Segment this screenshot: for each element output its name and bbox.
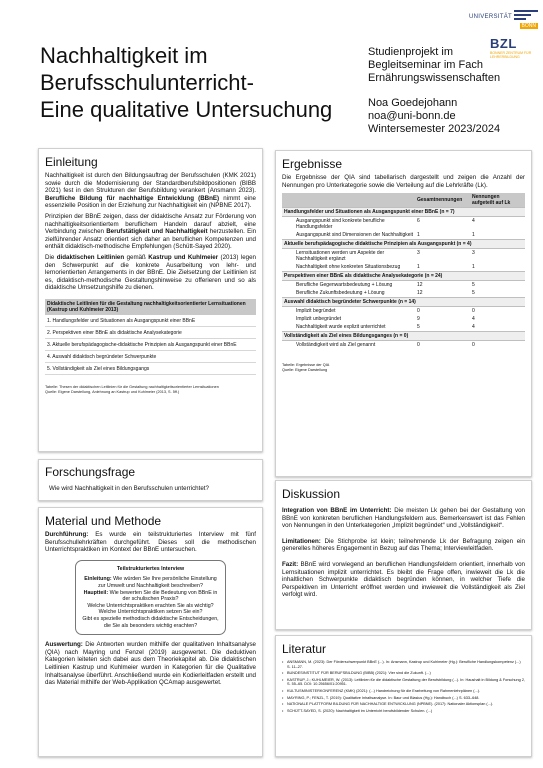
forschungsfrage-section — [38, 459, 263, 501]
university-logo — [440, 4, 540, 34]
bzl-subtitle: BONNER ZENTRUM FÜR LEHRERBILDUNG — [490, 51, 532, 59]
text-run: nimmt eine essenzielle Position in der Erziehung zur Nachhaltigkeit ein (NPBNE 2017). — [45, 194, 256, 210]
results-subcategory: Implizit unbegründet — [296, 316, 342, 323]
literatur-section — [275, 635, 532, 757]
text-run: herzustellen. Ein zielführender Ansatz orientiert sich daher an beruflichen Kompetenzen und enthält didaktisch-methodische Empfehlungen (Schütt-Sayed 2020). — [45, 228, 257, 251]
results-category-title: Aktuelle berufspädagogische didaktische Prinzipien als Ausgangspunkt (n = 4) — [282, 240, 525, 249]
leitlinien-caption — [45, 385, 256, 394]
text-run-bold: Integration von BBnE im Unterricht: — [282, 507, 392, 514]
table-row — [282, 323, 525, 332]
table-row — [45, 339, 256, 351]
ergebnisse-heading: Ergebnisse — [282, 157, 343, 171]
results-subcategory: Berufliche Zukunftsbedeutung + Lösung — [296, 290, 385, 297]
results-subcategory: Lernsituationen werden um Aspekte der Nachhaltigkeit ergänzt — [296, 250, 385, 263]
interview-box — [75, 560, 226, 635]
results-lk-count: 4 — [472, 324, 475, 331]
einleitung-paragraph-3 — [45, 254, 256, 292]
results-category-row — [282, 208, 525, 217]
table-row — [282, 281, 525, 290]
university-logo-bars — [514, 10, 538, 22]
results-total: 0 — [417, 342, 420, 349]
results-table — [282, 193, 525, 349]
results-total: 1 — [417, 232, 420, 239]
text-run: Es wurde ein teilstrukturiertes Interview mit fünf Berufsschullehrkräften durchgeführt. Dieses soll die methodischen Unterrichtspraktiken im Kontext der BBnE untersuchen. — [45, 531, 256, 554]
results-total: 9 — [417, 316, 420, 323]
literature-item: • ANSMANN, M. (2023): Der Förderschwerpunkt BBnE (...). In: Ansmann, Kastrup und Kuhlmeier (Hg.): Berufliche Handlungskompetenz (...) S. 11–27. — [282, 660, 525, 669]
text-run-bold: Durchführung: — [45, 531, 89, 538]
forschungsfrage-heading: Forschungsfrage — [45, 465, 136, 479]
results-subcategory: Nachhaltigkeit wurde explizit unterrichtet — [296, 324, 386, 331]
einleitung-heading: Einleitung — [45, 155, 98, 169]
results-lk-count: 3 — [472, 250, 475, 257]
results-total: 0 — [417, 308, 420, 315]
literature-item: • KULTUSMINISTERKONFERENZ (KMK) (2021): (...) Handreichung für die Erarbeitung von Rahmenlehrplänen (...). — [282, 689, 525, 694]
text-run: Prinzipien der BBnE zeigen, dass der didaktische Ansatz zur Förderung von nachhaltigkeitsorientiertem beruflichem Handeln darauf abzielt, eine Verbindung zwischen — [45, 212, 256, 236]
interview-question: Welche Unterrichtspraktiken setzen Sie ein? — [98, 609, 203, 616]
diskussion-section — [275, 480, 532, 630]
einleitung-section — [38, 148, 263, 452]
interview-question — [80, 590, 221, 603]
table-row — [282, 263, 525, 272]
table-row — [282, 341, 525, 350]
leitlinien-table-header: Didaktische Leitlinien für die Gestaltung nachhaltigkeitsorientierter Lernsituationen (Kastrup und Kuhlmeier 2013) — [45, 299, 256, 315]
title-line-1: Nachhaltigkeit im — [40, 43, 208, 68]
semester: Wintersemester 2023/2024 — [368, 123, 501, 135]
results-lk-count: 0 — [472, 342, 475, 349]
results-column-header — [282, 193, 415, 208]
literature-item: • NATIONALE PLATTFORM BILDUNG FÜR NACHHALTIGE ENTWICKLUNG (NPBNE). (2017): Nationaler Aktionsplan (...). — [282, 702, 525, 707]
table-row — [282, 249, 525, 264]
results-category-title: Auswahl didaktisch begründeter Schwerpunkte (n = 14) — [282, 298, 525, 307]
results-table-body — [282, 208, 525, 350]
literature-item: • SCHÜTT-SAYED, S. (2020): Nachhaltigkeit im Unterricht berufsbildender Schulen. (...) — [282, 709, 525, 714]
caption-line: Quelle: Eigene Darstellung, Anlehnung an Kastrup und Kuhlmeier (2013, S. 5ff.) — [45, 390, 180, 394]
text-run-bold: Hauptteil: — [83, 589, 109, 596]
text-run-bold: Limitationen: — [282, 537, 321, 545]
table-row — [282, 289, 525, 298]
project-line-1: Studienprojekt im — [368, 46, 453, 58]
results-subcategory: Berufliche Gegenwartsbedeutung + Lösung — [296, 282, 393, 289]
ergebnisse-section — [275, 150, 532, 477]
results-category-row — [282, 332, 525, 341]
title-line-2: Berufsschulunterricht- — [40, 70, 254, 95]
table-row — [282, 231, 525, 240]
literatur-heading: Literatur — [282, 642, 327, 656]
caption-line: Tabelle: Ergebnisse der QIA — [282, 363, 330, 368]
caption-line: Quelle: Eigene Darstellung — [282, 367, 328, 372]
table-cell: 3. Aktuelle berufspädagogische-didaktische Prinzipien als Ausgangspunkt einer BBnE — [45, 339, 256, 351]
results-lk-count: 1 — [472, 232, 475, 239]
project-line-3: Ernährungswissenschaften — [368, 72, 501, 84]
results-lk-count: 5 — [472, 290, 475, 297]
text-run-bold: Auswertung: — [45, 641, 83, 649]
literature-item: • MAYRING, P.; FENZL, T. (2019): Qualitative Inhaltsanalyse. In: Baur und Blasius (Hg.): Handbuch (...) S. 633–648. — [282, 696, 525, 701]
table-row — [45, 327, 256, 339]
text-run: Die meisten Lk gehen bei der Gestaltung von BBnE von konkreten beruflichen Handlungsfeldern aus. Bemerkenswert ist das Fehlen von Nennungen in den Unterkategorien „Implizit begründet“ und „Vollständigkeit“. — [282, 507, 525, 530]
results-category-title: Perspektiven einer BBnE als didaktische Analysekategorie (n = 24) — [282, 272, 525, 281]
text-run-bold: Berufstätigkeit und Nachhaltigkeit — [106, 228, 208, 236]
literature-item: • BUNDESINSTITUT FÜR BERUFSBILDUNG (BIBB) (2021): Vier sind die Zukunft. (...) — [282, 671, 525, 676]
results-subcategory: Ausgangspunkt sind Dimensionen der Nachhaltigkeit — [296, 232, 414, 239]
interview-question — [80, 576, 221, 589]
university-name: UNIVERSITÄT — [469, 14, 512, 20]
text-run: gemäß — [124, 253, 149, 261]
results-subcategory: Ausgangspunkt sind konkrete berufliche Handlungsfelder — [296, 218, 385, 231]
auswertung-paragraph — [45, 641, 256, 687]
results-category-row — [282, 298, 525, 307]
project-line-2: Begleitseminar im Fach — [368, 59, 483, 71]
text-run: BBnE wird vorwiegend an beruflichen Handlungsfeldern orientiert, innerhalb von Lernsituationen implizit unterrichtet. Es bleibt die Frage offen, inwieweit die Lk die inhaltlichen Schwerpunkte didaktisch begründen können, in welcher Tiefe die Perspektiven im Unterricht eröffnet werden und inwieweit die Vollständigkeit als Ziel verfolgt wird. — [282, 560, 525, 599]
text-run: Wie würden Sie Ihre persönliche Einstellung zur Umwelt und Nachhaltigkeit beschreiben? — [98, 576, 217, 589]
results-lk-count: 1 — [472, 264, 475, 271]
material-methode-section — [38, 507, 263, 757]
text-run: Die Stichprobe ist klein; teilnehmende Lk der Befragung zeigen ein generelles höheres Engagement in Bezug auf das Thema; Interviewleitfaden. — [282, 537, 525, 553]
table-row — [282, 217, 525, 232]
table-cell: 5. Vollständigkeit als Ziel eines Bildungsgangs — [45, 363, 256, 375]
interview-question: Gibt es spezielle methodisch didaktische Entscheidungen, die Sie als besonders wichtig erachten? — [82, 615, 219, 629]
table-row — [282, 315, 525, 323]
text-run-bold: Einleitung: — [84, 576, 112, 583]
text-run-bold: Fazit: — [282, 560, 299, 568]
results-lk-count: 0 — [472, 308, 475, 315]
einleitung-paragraph-2 — [45, 213, 256, 251]
text-run: Die — [45, 253, 57, 261]
results-total: 5 — [417, 324, 420, 331]
text-run-bold: Kastrup und Kuhlmeier — [148, 253, 219, 261]
results-lk-count: 4 — [472, 316, 475, 323]
text-run: Die Antworten wurden mithilfe der qualitativen Inhaltsanalyse (QIA) nach Mayring und Fenzel (2019) ausgewertet. Die deduktiven Kategorien leiteten sich dabei aus dem Theoriekapitel ab. Die didaktischen Leitlinien Kastrup und Kuhlmeier wurden in Kategorien für die Qualitative Inhaltsanalyse überführt. Anschließend wurde ein Kodierleitfaden erstellt und das Material mithilfe der Web-Applikation QCAmap ausgewertet. — [45, 641, 256, 687]
table-row — [45, 363, 256, 375]
einleitung-paragraph-1 — [45, 172, 256, 210]
interview-title: Teilstrukturiertes Interview — [116, 565, 185, 572]
interview-question: Welche Unterrichtspraktiken erachten Sie als wichtig? — [87, 602, 214, 609]
text-run: (2013) legen den Schwerpunkt auf die konkrete Ausarbeitung von lehr- und lernorientierten Arrangements in der BBnE. Die Zielsetzung der Leitlinien ist es, didaktisch-methodische Gestaltungshinweise zu offerieren und so als didaktische Umsetzungshilfe zu dienen. — [45, 253, 256, 292]
university-tag: BONN — [521, 23, 536, 29]
bzl-name: BZL — [490, 36, 517, 51]
results-total: 1 — [417, 264, 420, 271]
results-column-header: Nennungen aufgeteilt auf Lk — [470, 193, 525, 208]
diskussion-paragraph-1 — [282, 507, 525, 530]
results-column-header: Gesamtnennungen — [415, 193, 470, 208]
results-total: 12 — [417, 290, 423, 297]
results-total: 12 — [417, 282, 423, 289]
leitlinien-table — [45, 299, 256, 376]
table-row — [45, 351, 256, 363]
author-name: Noa Goedejohann — [368, 97, 458, 109]
results-caption — [282, 363, 525, 372]
table-cell: 1. Handlungsfelder und Situationen als Ausgangspunkt einer BBnE — [45, 315, 256, 327]
literature-item: • KASTRUP, J.; KUHLMEIER, W. (2013): Leitlinien für die didaktische Gestaltung der Berufsbildung (...). In: Haushalt in Bildung & Forschung 2, S. 55–65. DOI: 10.25656/01:20951. — [282, 678, 525, 687]
author-info — [368, 97, 528, 136]
text-run: Nachhaltigkeit ist durch den Bildungsauftrag der Berufsschulen (KMK 2021) sowie durch die Modernisierung der Standardberufsbildpositionen (BIBB 2021) fest in den Strukturen der Berufsbildung verankert (Ansmann 2023). — [45, 172, 256, 195]
results-category-row — [282, 272, 525, 281]
results-total: 3 — [417, 250, 420, 257]
ergebnisse-intro: Die Ergebnisse der QIA sind tabellarisch dargestellt und zeigen die Anzahl der Nennungen pro Unterkategorie sowie die Verteilung auf die Lehrkräfte (Lk). — [282, 174, 525, 189]
table-cell: 2. Perspektiven einer BBnE als didaktische Analysekategorie — [45, 327, 256, 339]
results-header-row — [282, 193, 525, 208]
project-info — [368, 46, 528, 85]
literature-list — [282, 660, 525, 713]
diskussion-paragraph-3 — [282, 561, 525, 599]
text-run: Wie bewerten Sie die Bedeutung von BBnE in der schulischen Praxis? — [108, 589, 218, 603]
results-total: 6 — [417, 218, 420, 225]
results-subcategory: Implizit begründet — [296, 308, 336, 315]
results-category-row — [282, 240, 525, 249]
results-subcategory: Nachhaltigkeit ohne konkreten Situationsbezug — [296, 264, 401, 271]
results-lk-count: 4 — [472, 218, 475, 225]
results-category-title: Handlungsfelder und Situationen als Ausgangspunkt einer BBnE (n = 7) — [282, 208, 525, 217]
caption-line: Tabelle: Thesen der didaktischen Leitlinien für die Gestaltung nachhaltigkeitsorientierter Lernsituationen — [45, 385, 219, 390]
diskussion-heading: Diskussion — [282, 487, 341, 501]
material-heading: Material und Methode — [45, 514, 162, 528]
table-row — [45, 315, 256, 327]
table-row — [282, 307, 525, 316]
poster-title — [40, 42, 350, 123]
forschungsfrage-text: Wie wird Nachhaltigkeit in den Berufsschulen unterrichtet? — [49, 485, 209, 492]
results-lk-count: 5 — [472, 282, 475, 289]
author-email[interactable]: noa@uni-bonn.de — [368, 110, 456, 122]
table-cell: 4. Auswahl didaktisch begründeter Schwerpunkte — [45, 351, 256, 363]
text-run-bold: Berufliche Bildung für nachhaltige Entwicklung (BBnE) — [45, 194, 220, 202]
results-subcategory: Vollständigkeit wird als Ziel genannt — [296, 342, 376, 349]
durchfuehrung-paragraph — [45, 531, 256, 554]
diskussion-paragraph-2 — [282, 538, 525, 553]
results-category-title: Vollständigkeit als Ziel eines Bildungsganges (n = 0) — [282, 332, 525, 341]
text-run-bold: didaktischen Leitlinien — [56, 253, 125, 261]
title-line-3: Eine qualitative Untersuchung — [40, 97, 333, 122]
